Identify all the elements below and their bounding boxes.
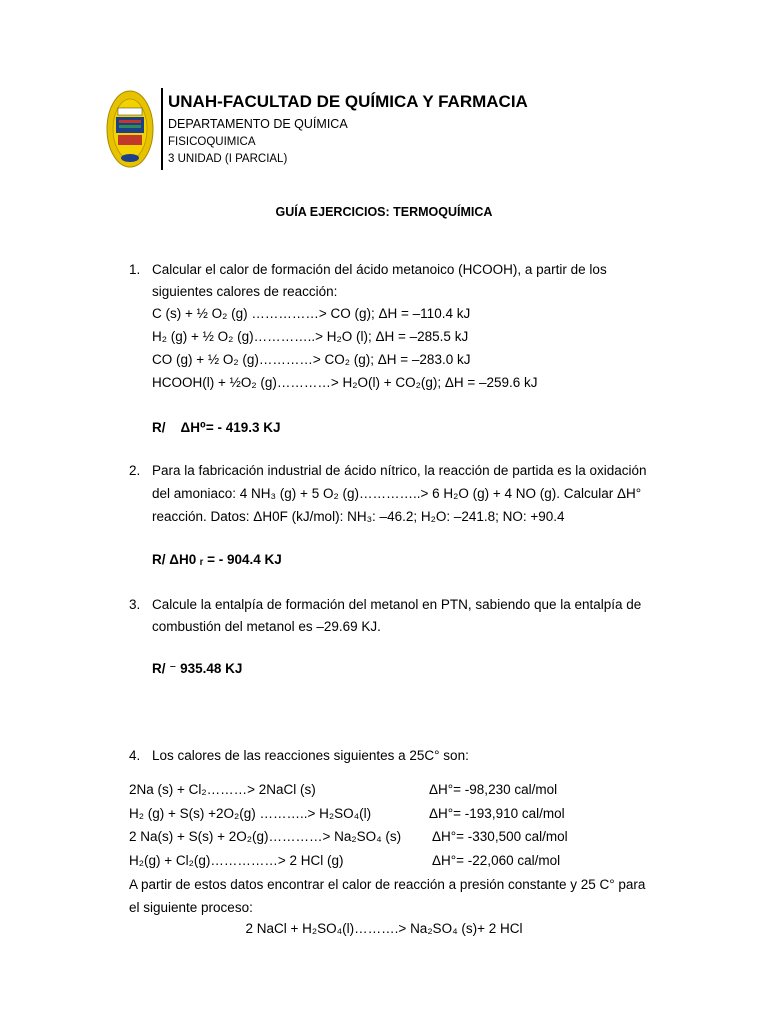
q1-answer: R/ ΔH⁰= - 419.3 KJ bbox=[152, 420, 281, 435]
q4-line1: A partir de estos datos encontrar el calor de reacción a presión constante y 25 C° para bbox=[129, 877, 646, 892]
q3-number: 3. bbox=[129, 597, 141, 612]
q1-line1: Calcular el calor de formación del ácido metanoico (HCOOH), a partir de los bbox=[152, 262, 607, 277]
q2-line3: reacción. Datos: ΔH0F (kJ/mol): NH₃: –46.2; H₂O: –241.8; NO: +90.4 bbox=[152, 509, 565, 524]
department-name: DEPARTAMENTO DE QUÍMICA bbox=[168, 117, 348, 131]
q1-eq1: C (s) + ½ O₂ (g) ……………> CO (g); ΔH = –110.4 kJ bbox=[152, 306, 471, 321]
q4-reaction-eq: 2 Na(s) + S(s) + 2O₂(g)…………> Na₂SO₄ (s) bbox=[129, 829, 402, 844]
q4-intro: Los calores de las reacciones siguientes a 25C° son: bbox=[152, 748, 469, 763]
q4-reaction-eq: 2Na (s) + Cl₂………> 2NaCl (s) bbox=[129, 782, 316, 797]
q2-number: 2. bbox=[129, 463, 141, 478]
q3-line2: combustión del metanol es –29.69 KJ. bbox=[152, 619, 381, 634]
guide-title: GUÍA EJERCICIOS: TERMOQUÍMICA bbox=[275, 205, 493, 219]
q1-eq2: H₂ (g) + ½ O₂ (g)…………..> H₂O (l); ΔH = –285.5 kJ bbox=[152, 329, 469, 344]
q1-number: 1. bbox=[129, 262, 141, 277]
q4-line2: el siguiente proceso: bbox=[129, 900, 253, 915]
q3-answer: R/ ⁻ 935.48 KJ bbox=[152, 661, 243, 676]
header-divider bbox=[161, 88, 163, 170]
q1-eq4: HCOOH(l) + ½O₂ (g)…………> H₂O(l) + CO₂(g); ΔH = –259.6 kJ bbox=[152, 375, 538, 390]
course-name: FISICOQUIMICA bbox=[168, 136, 256, 148]
q3-line1: Calcule la entalpía de formación del metanol en PTN, sabiendo que la entalpía de bbox=[152, 597, 642, 612]
unit-name: 3 UNIDAD (I PARCIAL) bbox=[168, 153, 288, 165]
q4-reaction-dh: ΔH°= -98,230 cal/mol bbox=[429, 782, 558, 797]
q2-line2: del amoniaco: 4 NH₃ (g) + 5 O₂ (g)…………..> 6 H₂O (g) + 4 NO (g). Calcular ΔH° bbox=[152, 486, 642, 501]
q4-reaction-eq: H₂(g) + Cl₂(g)……………> 2 HCl (g) bbox=[129, 853, 344, 868]
q4-reaction-eq: H₂ (g) + S(s) +2O₂(g) ………..> H₂SO₄(l) bbox=[129, 806, 372, 821]
q4-reaction-dh: ΔH°= -330,500 cal/mol bbox=[432, 829, 568, 844]
q1-eq3: CO (g) + ½ O₂ (g)…………> CO₂ (g); ΔH = –283.0 kJ bbox=[152, 352, 471, 367]
q4-number: 4. bbox=[129, 748, 141, 763]
q4-target-reaction: 2 NaCl + H₂SO₄(l)……….> Na₂SO₄ (s)+ 2 HCl bbox=[245, 921, 523, 936]
institution-title: UNAH-FACULTAD DE QUÍMICA Y FARMACIA bbox=[168, 92, 528, 111]
university-seal-logo bbox=[106, 90, 154, 168]
q4-reaction-dh: ΔH°= -193,910 cal/mol bbox=[429, 806, 565, 821]
q2-line1: Para la fabricación industrial de ácido nítrico, la reacción de partida es la oxidación bbox=[152, 463, 647, 478]
q1-line2: siguientes calores de reacción: bbox=[152, 284, 338, 299]
q2-answer: R/ ΔH0 ᵣ = - 904.4 KJ bbox=[152, 552, 282, 567]
q4-reaction-dh: ΔH°= -22,060 cal/mol bbox=[432, 853, 561, 868]
